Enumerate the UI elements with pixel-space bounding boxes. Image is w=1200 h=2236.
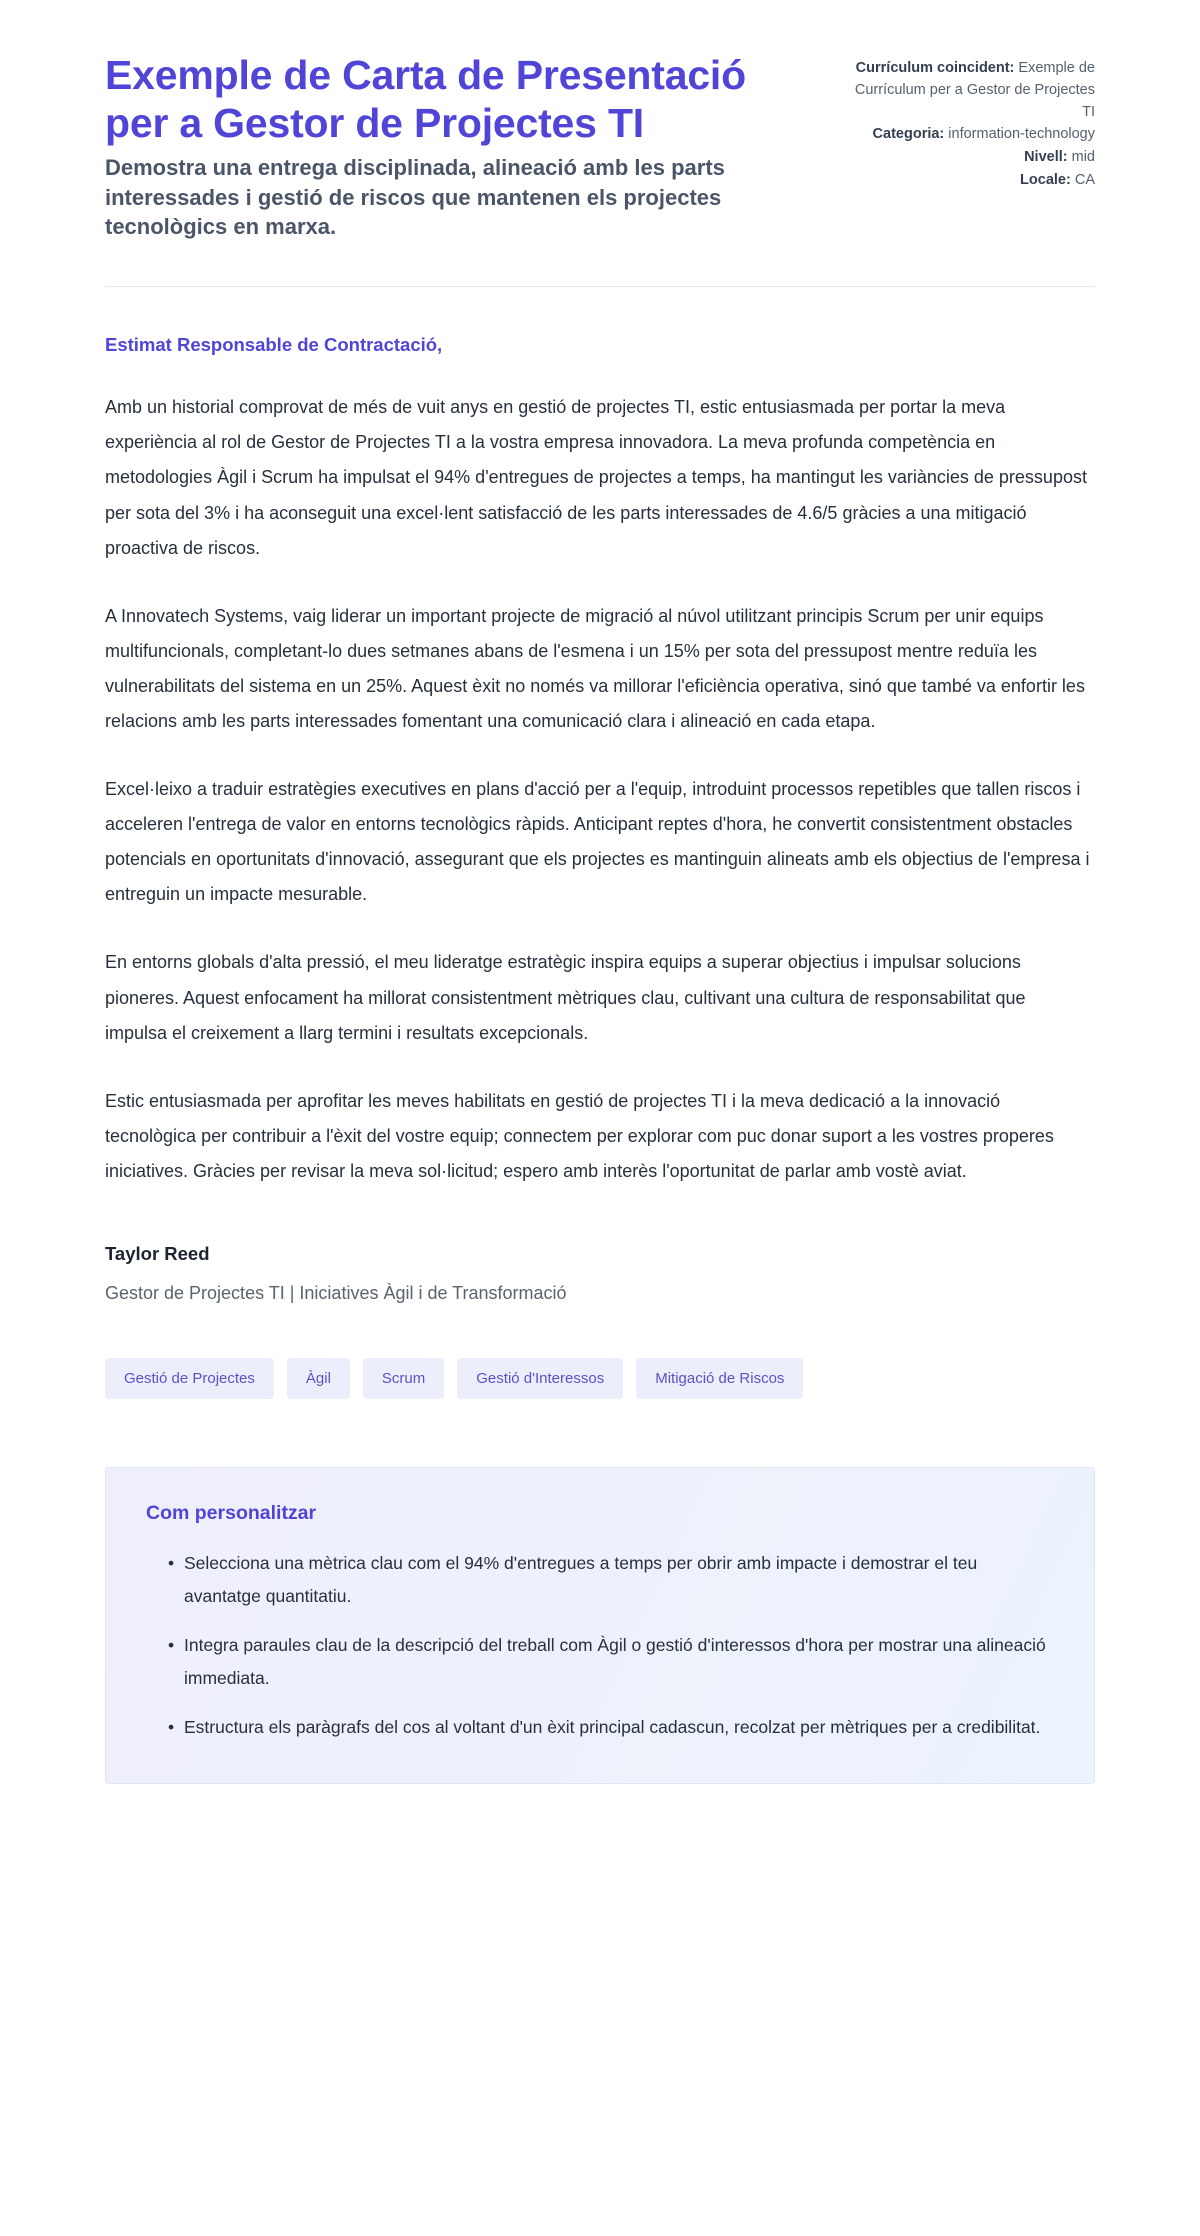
header-title-block — [105, 52, 795, 242]
meta-category-value: information-technology — [948, 126, 1095, 143]
bullet-icon: • — [168, 1635, 175, 1656]
meta-matching-resume-value: Exemple de Currículum per a Gestor de Projectes TI — [854, 60, 1095, 120]
tag-chip[interactable]: Mitigació de Riscos — [636, 1358, 803, 1399]
letter-body — [0, 331, 1200, 1190]
meta-level-label: Nivell: — [1024, 149, 1068, 165]
tag-chip[interactable]: Àgil — [287, 1358, 350, 1399]
letter-paragraph: Amb un historial comprovat de més de vuit anys en gestió de projectes TI, estic entusiasmada per portar la meva experiència al rol de Gestor de Projectes TI a la vostra empresa innovadora. La meva profunda competència en metodologies Àgil i Scrum ha impulsat el 94% d'entregues de projectes a temps, ha mantingut les variàncies de pressupost per sota del 3% i ha aconseguit una excel·lent satisfacció de les parts interessades de 4.6/5 gràcies a una mitigació proactiva de riscos. — [105, 397, 1087, 558]
signature-block — [0, 1241, 1200, 1306]
document-metadata — [845, 52, 1095, 193]
meta-matching-resume-label: Currículum coincident: — [855, 60, 1015, 76]
signature-name: Taylor Reed — [105, 1243, 210, 1265]
list-item — [168, 1711, 1054, 1743]
page-header — [0, 0, 1200, 242]
list-item — [168, 1547, 1054, 1612]
meta-matching-resume — [845, 58, 1095, 123]
tag-chip[interactable]: Gestió de Projectes — [105, 1358, 274, 1399]
bullet-icon: • — [168, 1716, 175, 1737]
meta-category-label: Categoria: — [872, 126, 945, 143]
meta-locale — [845, 170, 1095, 192]
header-divider — [105, 286, 1095, 287]
customization-callout — [105, 1467, 1095, 1784]
callout-list — [146, 1547, 1054, 1743]
letter-paragraph: A Innovatech Systems, vaig liderar un important projecte de migració al núvol utilitzant principis Scrum per unir equips multifuncionals, completant-lo dues setmanes abans de l'esmena i un 15% per sota del pressupost mentre reduïa les vulnerabilitats del sistema en un 25%. Aquest èxit no només va millorar l'eficiència operativa, sinó que també va enfortir les relacions amb les parts interessades fomentant una comunicació clara i alineació en cada etapa. — [105, 605, 1085, 731]
list-item-text: Selecciona una mètrica clau com el 94% d'entregues a temps per obrir amb impacte i demostrar el teu avantatge quantitatiu. — [184, 1553, 978, 1606]
list-item — [168, 1629, 1054, 1694]
bullet-icon: • — [168, 1553, 175, 1574]
letter-salutation: Estimat Responsable de Contractació, — [105, 333, 443, 355]
meta-category — [845, 124, 1095, 146]
signature-role: Gestor de Projectes TI | Iniciatives Àgil i de Transformació — [105, 1282, 567, 1303]
tag-chip[interactable]: Scrum — [363, 1358, 444, 1399]
page-subtitle: Demostra una entrega disciplinada, alineació amb les parts interessades i gestió de riscos que mantenen els projectes tecnològics en marxa. — [105, 155, 725, 240]
meta-locale-label: Locale: — [1020, 171, 1071, 188]
tag-list — [0, 1358, 1200, 1399]
list-item-text: Estructura els paràgrafs del cos al voltant d'un èxit principal cadascun, recolzat per mètriques per a credibilitat. — [184, 1716, 1041, 1737]
callout-title: Com personalitzar — [146, 1502, 317, 1525]
meta-level-value: mid — [1071, 149, 1095, 165]
meta-locale-value: CA — [1074, 171, 1095, 188]
tag-chip[interactable]: Gestió d'Interessos — [457, 1358, 623, 1399]
letter-paragraph: En entorns globals d'alta pressió, el meu lideratge estratègic inspira equips a superar objectius i impulsar solucions pioneres. Aquest enfocament ha millorat consistentment mètriques clau, cultivant una cultura de responsabilitat que impulsa el creixement a llarg termini i resultats excepcionals. — [105, 952, 1026, 1043]
page-title: Exemple de Carta de Presentació per a Gestor de Projectes TI — [105, 52, 746, 146]
list-item-text: Integra paraules clau de la descripció del treball com Àgil o gestió d'interessos d'hora per mostrar una alineació immediata. — [184, 1635, 1046, 1688]
letter-paragraph: Excel·leixo a traduir estratègies executives en plans d'acció per a l'equip, introduint processos repetibles que tallen riscos i acceleren l'entrega de valor en entorns tecnològics ràpids. Anticipant reptes d'hora, he convertit consistentment obstacles potencials en oportunitats d'innovació, assegurant que els projectes es mantinguin alineats amb els objectius de l'empresa i entreguin un impacte mesurable. — [105, 779, 1090, 905]
meta-level — [845, 147, 1095, 169]
letter-paragraph: Estic entusiasmada per aprofitar les meves habilitats en gestió de projectes TI i la meva dedicació a la innovació tecnològica per contribuir a l'èxit del vostre equip; connectem per explorar com puc donar suport a les vostres properes iniciatives. Gràcies per revisar la meva sol·licitud; espero amb interès l'oportunitat de parlar amb vostè aviat. — [105, 1090, 1054, 1181]
